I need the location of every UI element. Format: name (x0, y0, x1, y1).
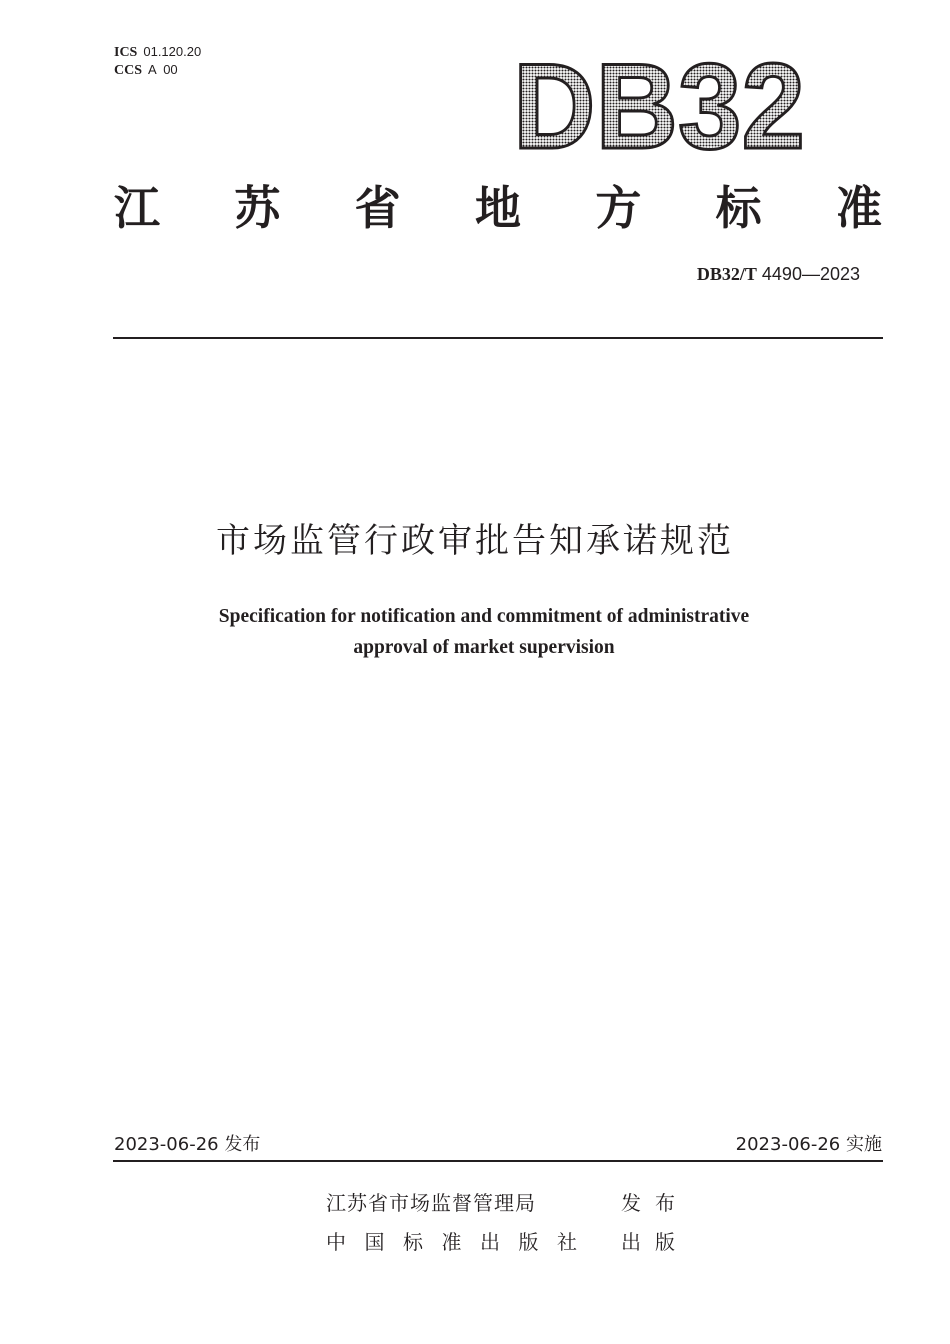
standard-type-char: 省 (354, 181, 401, 235)
ccs-code (114, 62, 178, 79)
standard-number (697, 263, 860, 286)
publisher-name: 江苏省市场监督管理局 (326, 1191, 536, 1215)
ccs-label: CCS (114, 63, 143, 78)
standard-number-prefix: DB32/T (696, 264, 757, 284)
standard-type-char: 方 (595, 181, 642, 235)
ics-code (114, 44, 201, 61)
publisher-role: 发布 (621, 1191, 689, 1215)
press-role: 出版 (621, 1230, 689, 1254)
standard-type-char: 准 (835, 181, 882, 235)
bottom-divider (113, 1160, 883, 1162)
standard-type-char: 江 (114, 181, 160, 235)
press-name: 中国标准出版社 (326, 1230, 596, 1254)
ccs-value: A 00 (148, 62, 178, 77)
english-title-line-2: approval of market supervision (353, 637, 615, 658)
standard-type-char: 苏 (234, 181, 281, 235)
db32-logo (510, 48, 810, 158)
standard-type-char: 地 (474, 181, 521, 235)
standard-type-heading (114, 178, 882, 238)
ics-label: ICS (114, 45, 138, 60)
chinese-title: 市场监管行政审批告知承诺规范 (216, 521, 734, 561)
db32-logo-text: DB32 (513, 48, 805, 158)
standard-type-char: 标 (715, 181, 762, 235)
press-row (326, 1227, 689, 1257)
publisher-row (326, 1188, 689, 1218)
top-divider (113, 337, 883, 339)
issue-date: 2023-06-26 发布 (114, 1134, 261, 1155)
ics-value: 01.120.20 (143, 44, 202, 59)
english-title (0, 601, 950, 663)
implementation-date: 2023-06-26 实施 (735, 1134, 882, 1155)
standard-number-rest: 4490—2023 (756, 264, 860, 284)
english-title-line-1: Specification for notification and commitment of administrative (218, 606, 750, 627)
